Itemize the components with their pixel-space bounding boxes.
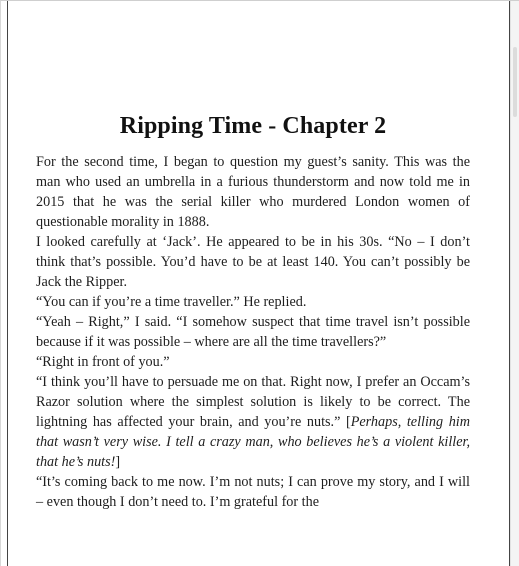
paragraph: “Yeah – Right,” I said. “I somehow suspect that time travel isn’t possible because if it was possible – where are all the time travellers?” [36, 314, 470, 350]
paragraph: “You can if you’re a time traveller.” He replied. [36, 294, 307, 310]
paragraph: I looked carefully at ‘Jack’. He appeared to be in his 30s. “No – I don’t think that’s possible. You’d have to be at least 140. You can’t possibly be Jack the Ripper. [36, 234, 470, 290]
paragraph-tail: ] [115, 454, 121, 470]
paragraph: “Right in front of you.” [36, 354, 170, 370]
paragraph: “It’s coming back to me now. I’m not nuts; I can prove my story, and I will – even though I don’t need to. I’m grateful for the [36, 474, 470, 510]
scrollbar[interactable] [510, 1, 519, 566]
italic-aside: Perhaps, telling him that wasn’t very wise. I tell a crazy man, who believes he’s a violent killer, that he’s nuts! [36, 414, 470, 470]
book-page [7, 1, 510, 566]
paragraph-lead: “I think you’ll have to persuade me on that. Right now, I prefer an Occam’s Razor solution where the simplest solution is likely to be correct. The lightning has affected your brain, and you’re nuts.” [ [36, 374, 470, 430]
paragraph-with-aside [36, 372, 470, 472]
scrollbar-thumb[interactable] [513, 47, 517, 117]
chapter-content [36, 113, 470, 512]
chapter-title: Ripping Time - Chapter 2 [119, 113, 387, 139]
paragraph: For the second time, I began to question my guest’s sanity. This was the man who used an umbrella in a furious thunderstorm and now told me in 2015 that he was the serial killer who murdered London women of questionable morality in 1888. [36, 154, 470, 230]
